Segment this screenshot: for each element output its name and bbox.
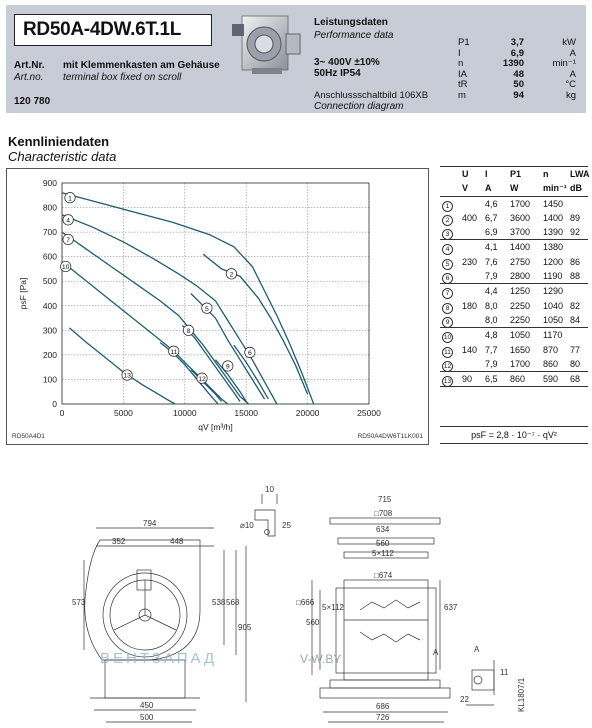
table-cell: A	[485, 183, 492, 194]
dim-side-5x112-v: 5×112	[322, 603, 344, 612]
performance-row	[458, 69, 576, 80]
series-label: 9	[225, 363, 230, 371]
table-cell: 1050	[510, 330, 531, 341]
table-cell: 1200	[543, 256, 564, 267]
dim-side-560: 560	[376, 539, 390, 548]
artnr-en-text: terminal box fixed on scroll	[63, 72, 182, 83]
artnr-en-label: Art.no.	[14, 72, 44, 83]
y-tick-label: 600	[42, 251, 57, 262]
x-tick-label: 20000	[295, 408, 320, 418]
table-row	[440, 197, 588, 211]
fan-product-image	[228, 10, 308, 76]
table-header	[440, 167, 588, 181]
series-label: 11	[170, 348, 178, 356]
table-row	[440, 357, 588, 372]
table-cell: 8,0	[485, 314, 498, 325]
y-tick-label: 300	[42, 325, 57, 336]
performance-unit: °C	[565, 79, 576, 90]
table-cell: 2750	[510, 256, 531, 267]
table-cell: 86	[570, 256, 581, 267]
dim-detail-25: 25	[282, 521, 291, 530]
performance-symbol: tR	[458, 79, 468, 90]
row-id-marker: 9	[442, 317, 453, 328]
y-tick-label: 200	[42, 349, 57, 360]
dim-side-634: 634	[376, 525, 390, 534]
row-id-marker: 5	[442, 259, 453, 270]
table-cell: 90	[462, 374, 473, 385]
dim-side-560-v: 560	[306, 618, 320, 627]
performance-unit: kg	[565, 89, 576, 101]
table-cell: 80	[570, 358, 581, 369]
performance-value: 50	[513, 79, 524, 90]
row-id-marker: 8	[442, 303, 453, 314]
table-row	[440, 343, 588, 357]
table-cell: 1040	[543, 300, 564, 311]
performance-unit: kW	[562, 37, 576, 48]
series-line	[62, 215, 277, 404]
table-cell: 88	[570, 271, 581, 282]
table-row	[440, 211, 588, 225]
side-frame	[330, 518, 440, 524]
row-id-marker: 3	[442, 229, 453, 240]
table-cell: W	[510, 183, 519, 194]
dim-side-708: □708	[374, 509, 393, 518]
watermark-text: ВЕНТЗАПАД	[100, 650, 218, 667]
x-tick-label: 15000	[234, 408, 259, 418]
table-cell: 400	[462, 212, 478, 223]
dim-side-674: □674	[374, 571, 393, 580]
voltage: 3~ 400V ±10%	[314, 57, 380, 68]
performance-row	[458, 48, 576, 59]
table-cell: 590	[543, 374, 559, 385]
table-cell: 1290	[543, 286, 564, 297]
section-subtitle: Characteristic data	[8, 149, 117, 164]
performance-unit: A	[569, 47, 576, 59]
dim-front-500: 500	[140, 713, 154, 722]
table-cell: 77	[570, 344, 581, 355]
table-row	[440, 269, 588, 284]
series-label: 7	[66, 237, 71, 245]
table-cell: 7,6	[485, 256, 498, 267]
dim-front-905: 905	[238, 623, 252, 632]
y-tick-label: 100	[42, 374, 57, 385]
table-cell: min⁻¹	[543, 183, 567, 194]
dim-side-715: 715	[378, 495, 392, 504]
leistung-en: Performance data	[314, 30, 394, 41]
dim-front-794: 794	[143, 519, 157, 528]
x-tick-label: 25000	[357, 408, 381, 418]
table-cell: 7,7	[485, 344, 498, 355]
series-label: 1	[68, 195, 72, 203]
x-tick-label: 10000	[172, 408, 197, 418]
table-cell: U	[462, 169, 469, 179]
table-cell: 2800	[510, 271, 531, 282]
table-cell: 870	[543, 344, 559, 355]
table-cell: 3700	[510, 227, 531, 238]
table-cell: 140	[462, 344, 478, 355]
dim-front-352: 352	[112, 537, 126, 546]
data-table	[440, 166, 588, 387]
table-cell: 2250	[510, 300, 531, 311]
series-label: 4	[66, 217, 71, 225]
table-row	[440, 372, 588, 387]
performance-row	[458, 90, 576, 101]
dim-side-686: 686	[376, 702, 390, 711]
chart-footer-right: RD50A4DW6T1LK001	[357, 433, 423, 440]
performance-row	[458, 58, 576, 69]
plot-area	[62, 183, 369, 404]
table-cell: 1250	[510, 286, 531, 297]
chart-footer-left: RD50A4D1	[12, 433, 45, 440]
dim-front-538: 538	[212, 598, 226, 607]
table-cell: 1400	[510, 242, 531, 253]
table-cell: 1650	[510, 344, 531, 355]
table-row	[440, 328, 588, 342]
artnr-de-label: Art.Nr.	[14, 60, 45, 71]
series-label: 8	[186, 327, 191, 335]
table-cell: 2250	[510, 314, 531, 325]
detail-a-marker: A	[433, 648, 439, 657]
watermark-domain: V-W.BY	[300, 652, 342, 666]
dim-side-726: 726	[376, 713, 390, 722]
performance-row	[458, 37, 576, 48]
row-id-marker: 7	[442, 288, 453, 299]
section-title: Kennliniendaten	[8, 134, 110, 149]
performance-symbol: m	[458, 89, 466, 101]
dim-side-5x112: 5×112	[372, 549, 394, 558]
y-tick-label: 700	[42, 227, 57, 238]
table-cell: 8,0	[485, 300, 498, 311]
table-cell: 1380	[543, 242, 564, 253]
y-tick-label: 0	[52, 399, 57, 409]
row-id-marker: 6	[442, 273, 453, 284]
table-cell: n	[543, 169, 549, 179]
detail-a-title: A	[474, 645, 480, 654]
performance-value: 1390	[502, 58, 524, 69]
row-id-marker: 13	[443, 378, 452, 386]
table-row	[440, 240, 588, 254]
drawing-code: KL1807/1	[517, 677, 526, 712]
performance-value: 6,9	[510, 47, 524, 59]
dim-detail-d10: ⌀10	[240, 521, 254, 530]
table-row	[440, 255, 588, 269]
series-label: 10	[61, 264, 70, 272]
formula: psF = 2,8 · 10⁻⁷ · qV²	[440, 426, 588, 444]
series-label: 13	[123, 372, 131, 380]
performance-symbol: I	[458, 47, 461, 59]
table-cell: V	[462, 183, 469, 194]
series-line	[62, 193, 314, 404]
table-cell: 1050	[543, 314, 564, 325]
table-cell: 4,8	[485, 330, 498, 341]
y-axis-label: psF [Pa]	[18, 277, 28, 310]
dim-side-637: 637	[444, 603, 458, 612]
series-line	[62, 232, 249, 404]
artnr-de-text: mit Klemmenkasten am Gehäuse	[63, 60, 220, 71]
table-row	[440, 284, 588, 298]
characteristic-chart	[6, 168, 429, 445]
row-id-marker: 10	[443, 334, 452, 342]
table-cell: 6,5	[485, 374, 498, 385]
row-id-marker: 4	[442, 244, 453, 255]
series-label: 6	[247, 350, 252, 358]
table-cell: P1	[510, 169, 522, 179]
series-label: 12	[198, 375, 206, 383]
series-label: 2	[229, 271, 234, 279]
table-row	[440, 299, 588, 313]
model-title: RD50A-4DW.6T.1L	[14, 14, 212, 46]
dim-front-450: 450	[140, 701, 154, 710]
y-tick-label: 800	[42, 202, 57, 213]
y-tick-label: 400	[42, 300, 57, 311]
table-cell: 4,4	[485, 286, 498, 297]
y-tick-label: 500	[42, 276, 57, 287]
performance-unit: min⁻¹	[552, 58, 576, 69]
table-cell: 1700	[510, 358, 531, 369]
table-cell: 1450	[543, 198, 564, 209]
table-cell: 6,9	[485, 227, 498, 238]
performance-symbol: IA	[458, 68, 467, 80]
dimension-drawings	[0, 480, 592, 728]
table-cell: 7,9	[485, 358, 498, 369]
table-cell: 180	[462, 300, 478, 311]
connection-en: Connection diagram	[314, 101, 404, 112]
table-cell: 1400	[543, 212, 564, 223]
row-id-marker: 12	[443, 362, 452, 370]
dim-front-568: 568	[226, 598, 240, 607]
table-cell: 4,6	[485, 198, 498, 209]
series-line	[191, 370, 222, 402]
dim-side-666: □666	[296, 598, 315, 607]
performance-unit: A	[569, 68, 576, 80]
table-row	[440, 225, 588, 240]
table-cell: 4,1	[485, 242, 498, 253]
row-id-marker: 11	[442, 347, 453, 358]
table-cell: dB	[570, 183, 582, 194]
series-label: 5	[205, 305, 209, 313]
dim-front-573: 573	[72, 598, 86, 607]
table-row	[440, 313, 588, 328]
performance-row	[458, 79, 576, 90]
table-cell: 1700	[510, 198, 531, 209]
x-axis-label: qV [m³/h]	[198, 422, 233, 432]
performance-symbol: n	[458, 58, 464, 69]
table-cell: I	[485, 169, 488, 179]
performance-value: 94	[513, 89, 524, 101]
front-housing	[85, 540, 200, 660]
x-tick-label: 0	[59, 408, 65, 418]
table-cell: 84	[570, 314, 581, 325]
table-cell: 1170	[543, 330, 563, 341]
connection-de: Anschlussschaltbild 106XB	[314, 90, 429, 101]
table-cell: 1390	[543, 227, 564, 238]
table-cell: 82	[570, 300, 581, 311]
table-units	[440, 181, 588, 196]
table-cell: 230	[462, 256, 478, 267]
performance-value: 3,7	[510, 37, 524, 48]
table-cell: 7,9	[485, 271, 498, 282]
performance-symbol: P1	[458, 37, 470, 48]
dim-detail-10: 10	[265, 485, 274, 494]
table-cell: 860	[543, 358, 559, 369]
row-id-marker: 2	[442, 215, 453, 226]
table-cell: 860	[510, 374, 526, 385]
table-cell: 68	[570, 374, 581, 385]
dim-detail-a-22: 22	[460, 695, 469, 704]
performance-value: 48	[513, 68, 524, 80]
dim-detail-a-11: 11	[500, 668, 509, 677]
dim-front-448: 448	[170, 537, 184, 546]
table-cell: 1190	[543, 271, 563, 282]
table-cell: LWA	[570, 169, 590, 179]
article-number: 120 780	[14, 96, 51, 107]
table-cell: 92	[570, 227, 581, 238]
table-cell: 89	[570, 212, 581, 223]
y-tick-label: 900	[42, 178, 57, 188]
frequency-ip: 50Hz IP54	[314, 68, 361, 79]
x-tick-label: 5000	[113, 408, 133, 418]
table-cell: 3600	[510, 212, 531, 223]
table-cell: 6,7	[485, 212, 498, 223]
row-id-marker: 1	[442, 201, 453, 212]
leistung-de: Leistungsdaten	[314, 17, 388, 28]
